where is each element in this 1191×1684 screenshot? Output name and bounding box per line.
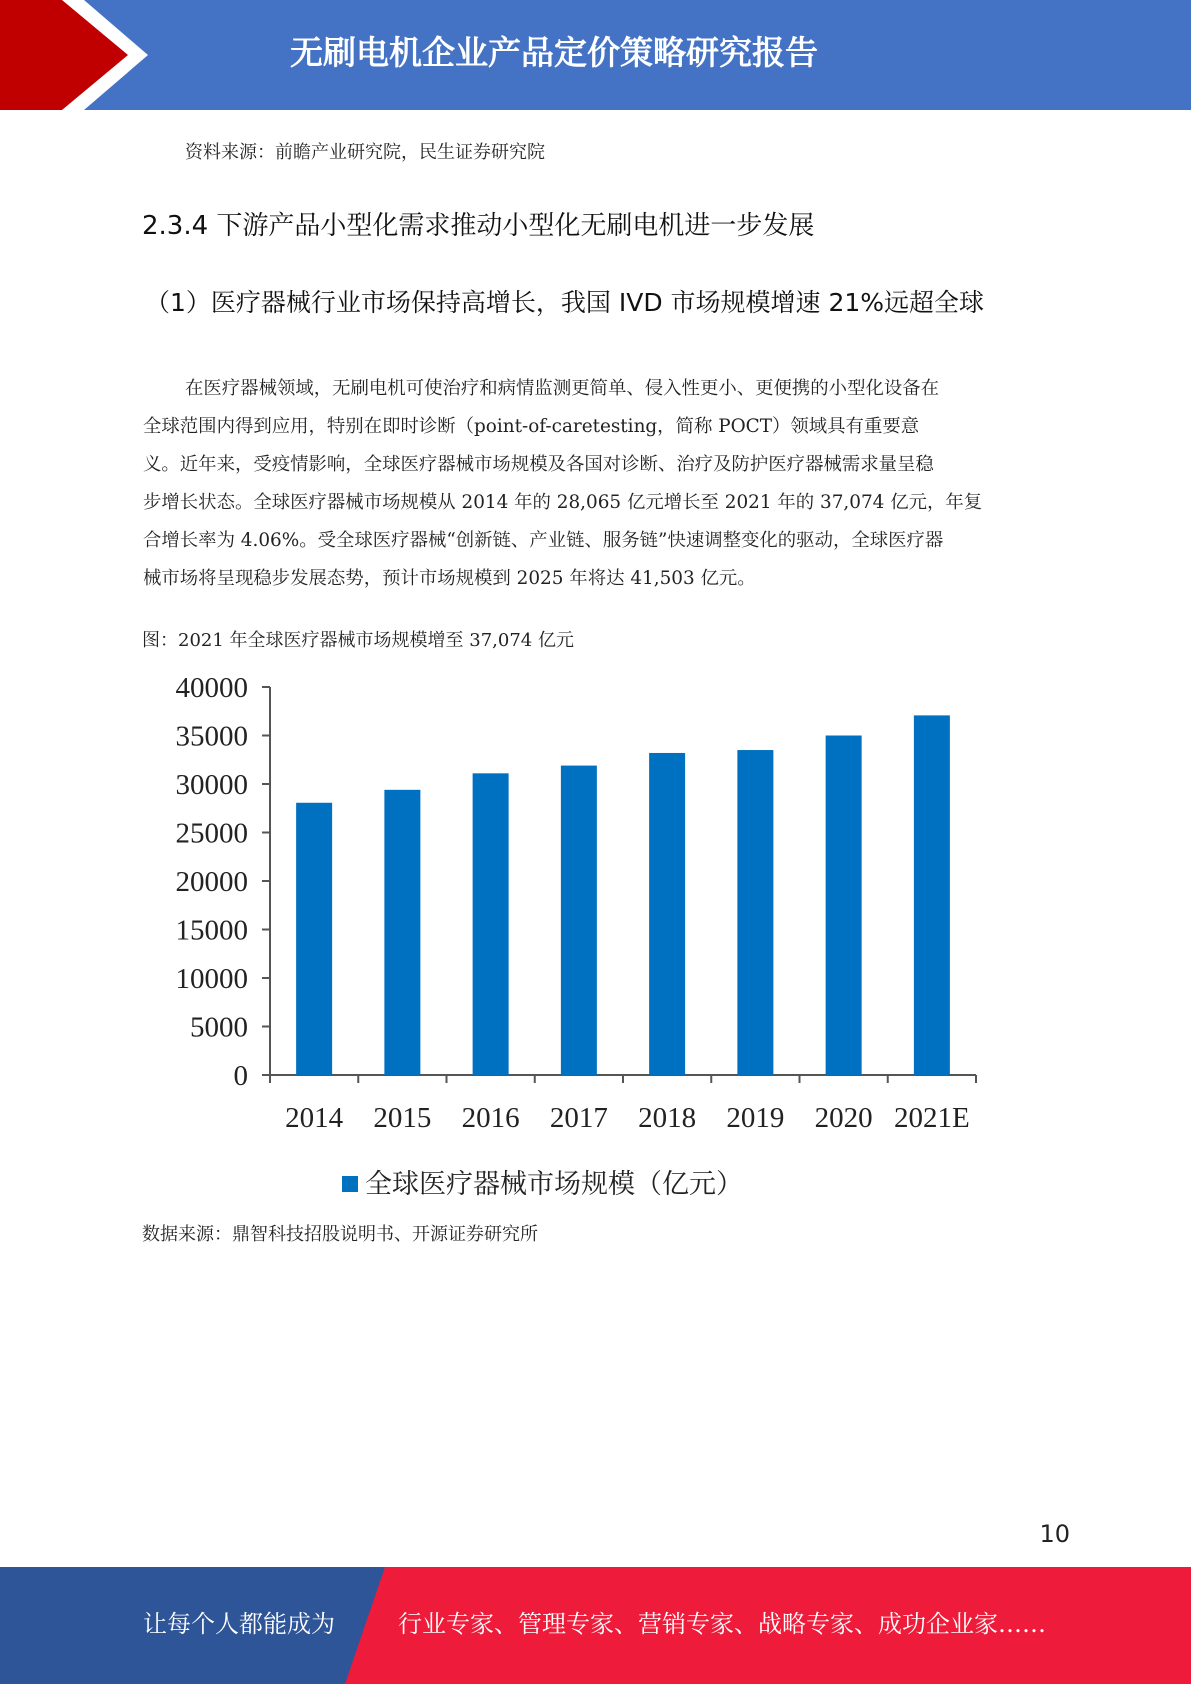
sub-heading: （1）医疗器械行业市场保持高增长，我国 IVD 市场规模增速 21%远超全球 [145,288,985,317]
body-line: 在医疗器械领域，无刷电机可使治疗和病情监测更简单、侵入性更小、更便携的小型化设备在 [185,378,940,399]
x-tick-label: 2014 [285,1102,344,1134]
bar-2015 [384,790,420,1075]
x-tick-label: 2019 [726,1102,785,1134]
legend-label: 全球医疗器械市场规模（亿元） [365,1169,743,1200]
section-heading: 2.3.4 下游产品小型化需求推动小型化无刷电机进一步发展 [142,211,815,241]
y-tick-label: 0 [233,1060,248,1092]
x-tick-label: 2020 [814,1102,873,1134]
body-line: 械市场将呈现稳步发展态势，预计市场规模到 2025 年将达 41,503 亿元。 [143,568,756,589]
body-paragraph [143,370,1048,598]
bar-2017 [561,766,597,1075]
y-tick-label: 25000 [175,817,248,850]
body-line: 步增长状态。全球医疗器械市场规模从 2014 年的 28,065 亿元增长至 2021 年的 37,074 亿元，年复 [143,492,983,513]
footer-band [0,1567,1191,1684]
source-note-bottom: 数据来源：鼎智科技招股说明书、开源证券研究所 [142,1224,538,1245]
page-number: 10 [1039,1520,1070,1548]
report-title: 无刷电机企业产品定价策略研究报告 [290,33,818,72]
bar-2020 [826,736,862,1076]
y-tick-label: 30000 [175,769,248,801]
source-note-top: 资料来源：前瞻产业研究院，民生证券研究院 [185,142,545,163]
header-band [0,0,1191,110]
y-tick-label: 40000 [175,672,248,704]
legend-swatch [342,1176,358,1192]
y-tick-label: 15000 [175,914,248,947]
bar-2021E [914,715,950,1075]
bar-2016 [473,773,509,1075]
y-tick-label: 35000 [175,720,248,753]
figure-caption: 图：2021 年全球医疗器械市场规模增至 37,074 亿元 [142,630,574,651]
bar-2019 [737,750,773,1075]
footer-slogan-left: 让每个人都能成为 [143,1610,335,1638]
x-tick-label: 2017 [549,1102,608,1134]
footer-slogan-right: 行业专家、管理专家、营销专家、战略专家、成功企业家…… [398,1610,1046,1638]
y-tick-label: 5000 [190,1011,248,1044]
x-tick-label: 2016 [461,1102,520,1134]
y-tick-label: 20000 [175,866,248,898]
bar-2014 [296,803,332,1075]
bar-2018 [649,753,685,1075]
bar-chart [140,665,1000,1210]
body-line: 义。近年来，受疫情影响，全球医疗器械市场规模及各国对诊断、治疗及防护医疗器械需求量呈稳 [143,454,934,475]
x-tick-label: 2021E [894,1102,970,1134]
body-line: 全球范围内得到应用，特别在即时诊断（point-of-caretesting，简称 POCT）领域具有重要意 [143,416,920,437]
x-tick-label: 2015 [373,1102,432,1134]
x-tick-label: 2018 [638,1102,697,1134]
body-line: 合增长率为 4.06%。受全球医疗器械“创新链、产业链、服务链”快速调整变化的驱动，全球医疗器 [143,530,944,551]
y-tick-label: 10000 [175,963,248,995]
